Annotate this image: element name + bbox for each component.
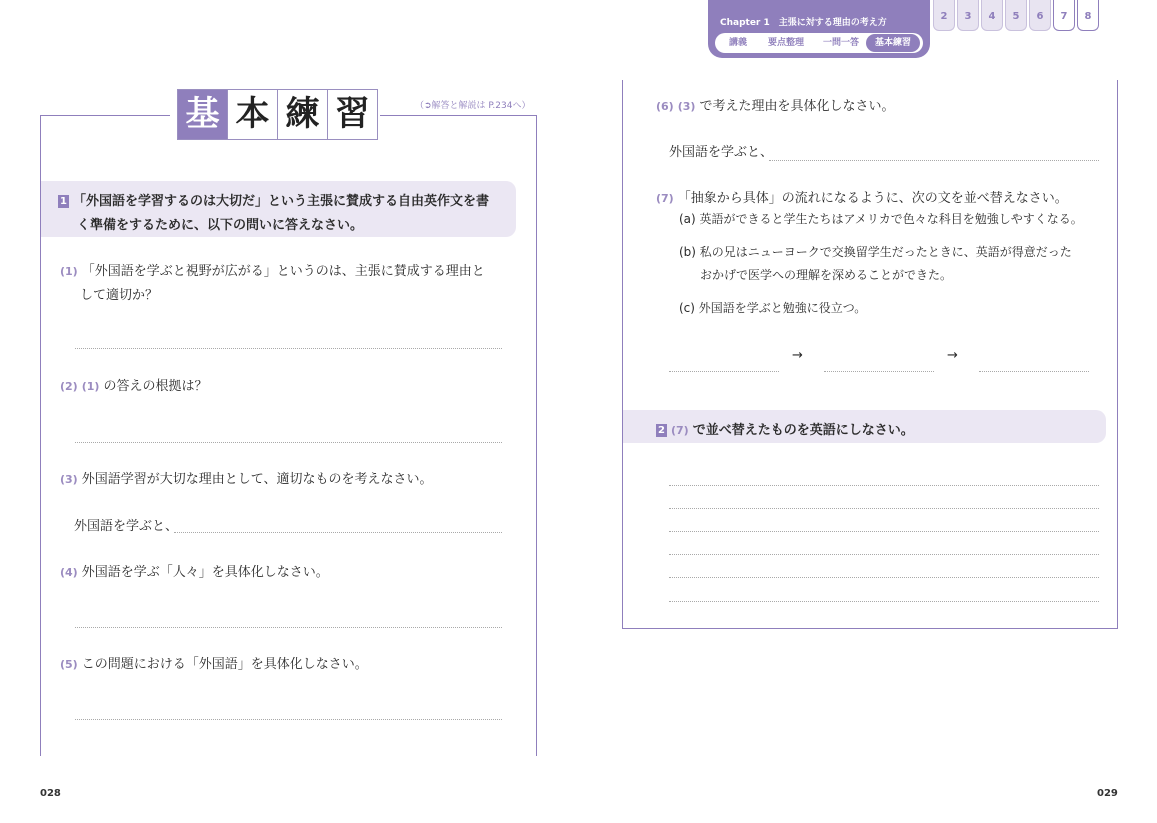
question-6-text: で考えた理由を具体化しなさい。 [699,99,895,114]
question-1-line2: して適切か？ [80,288,159,303]
question-5 [60,653,368,672]
question-7-number: (7) [656,192,674,205]
chapter-tab-3[interactable]: 3 [957,0,979,31]
problem1-line1: 「外国語を学習するのは大切だ」という主張に賛成する自由英作文を書 [73,194,490,209]
english-answer-line-3[interactable] [669,531,1099,532]
question-2-reference: (1) [81,380,100,393]
question-4-number: (4) [60,566,78,579]
order-slot-3[interactable] [979,371,1089,372]
question-6-number: (6) [656,100,674,113]
breadcrumb-item-youten[interactable]: 要点整理 [767,38,804,48]
order-slot-2[interactable] [824,371,934,372]
english-answer-line-4[interactable] [669,554,1099,555]
chapter-tab-2[interactable]: 2 [933,0,955,31]
question-7-option-b: (b) 私の兄はニューヨークで交換留学生だったときに、英語が得意だった [679,245,1072,259]
question-2-number: (2) [60,380,78,393]
breadcrumb-item-ichimon[interactable]: 一問一答 [822,38,859,48]
question-4-text: 外国語を学ぶ「人々」を具体化しなさい。 [81,565,329,580]
title-char-1: 基 [177,89,228,140]
problem1-text [58,190,489,209]
question-7-text: 「抽象から具体」の流れになるように、次の文を並べ替えなさい。 [677,191,1068,206]
question-7-option-b-cont: おかげで医学への理解を深めることができた。 [700,268,953,282]
breadcrumb-item-kihon[interactable]: 基本練習 [866,34,920,52]
question-6 [656,95,894,114]
question-7 [656,187,1068,206]
english-answer-line-2[interactable] [669,508,1099,509]
question-1-line1: 「外国語を学ぶと視野が広がる」というのは、主張に賛成する理由と [81,264,485,279]
question-1 [60,260,485,279]
breadcrumb-item-kougi[interactable]: 講義 [728,38,747,48]
chapter-tab-8[interactable]: 8 [1077,0,1099,31]
problem2-instruction: で並べ替えたものを英語にしなさい。 [692,423,914,438]
question-1-number: (1) [60,265,78,278]
question-7-option-a: (a) 英語ができると学生たちはアメリカで色々な科目を勉強しやすくなる。 [679,212,1083,226]
chapter-tab-7[interactable]: 7 [1053,0,1075,31]
problem2-reference: (7) [671,424,689,437]
question-6-reference: (3) [677,100,696,113]
chapter-tab-4[interactable]: 4 [981,0,1003,31]
question-3-text: 外国語学習が大切な理由として、適切なものを考えなさい。 [81,472,433,487]
answer-reference[interactable]: （➲解答と解説は P.234へ） [415,101,531,111]
problem1-line2: く準備をするために、以下の問いに答えなさい。 [77,218,364,233]
problem1-badge: 1 [58,195,69,208]
question-3 [60,468,432,487]
problem2-text [656,419,914,438]
page-number-left: 028 [40,788,61,799]
question-4 [60,561,329,580]
order-arrow-2: → [947,348,958,363]
right-answer-frame [622,80,1118,629]
order-slot-1[interactable] [669,371,779,372]
question-5-number: (5) [60,658,78,671]
english-answer-line-1[interactable] [669,485,1099,486]
question-6-prefix: 外国語を学ぶと、 [669,145,774,160]
page-number-right: 029 [1097,788,1118,799]
question-5-text: この問題における「外国語」を具体化しなさい。 [81,657,368,672]
chapter-tab-5[interactable]: 5 [1005,0,1027,31]
english-answer-line-6[interactable] [669,601,1099,602]
question-3-number: (3) [60,473,78,486]
answer-line-q2[interactable] [75,442,502,443]
title-char-2: 本 [227,89,278,140]
answer-line-q3[interactable] [174,532,502,533]
answer-line-q1[interactable] [75,348,502,349]
title-char-4: 習 [327,89,378,140]
answer-line-q4[interactable] [75,627,502,628]
chapter-label: Chapter 1 主張に対する理由の考え方 [720,18,887,28]
problem2-badge: 2 [656,424,667,437]
question-2 [60,375,207,394]
question-3-prefix: 外国語を学ぶと、 [74,519,179,534]
english-answer-line-5[interactable] [669,577,1099,578]
title-char-3: 練 [277,89,328,140]
answer-line-q5[interactable] [75,719,502,720]
order-arrow-1: → [792,348,803,363]
question-7-option-c: (c) 外国語を学ぶと勉強に役立つ。 [679,301,867,315]
question-2-text: の答えの根拠は？ [103,379,208,394]
chapter-tab-6[interactable]: 6 [1029,0,1051,31]
answer-line-q6[interactable] [769,160,1099,161]
